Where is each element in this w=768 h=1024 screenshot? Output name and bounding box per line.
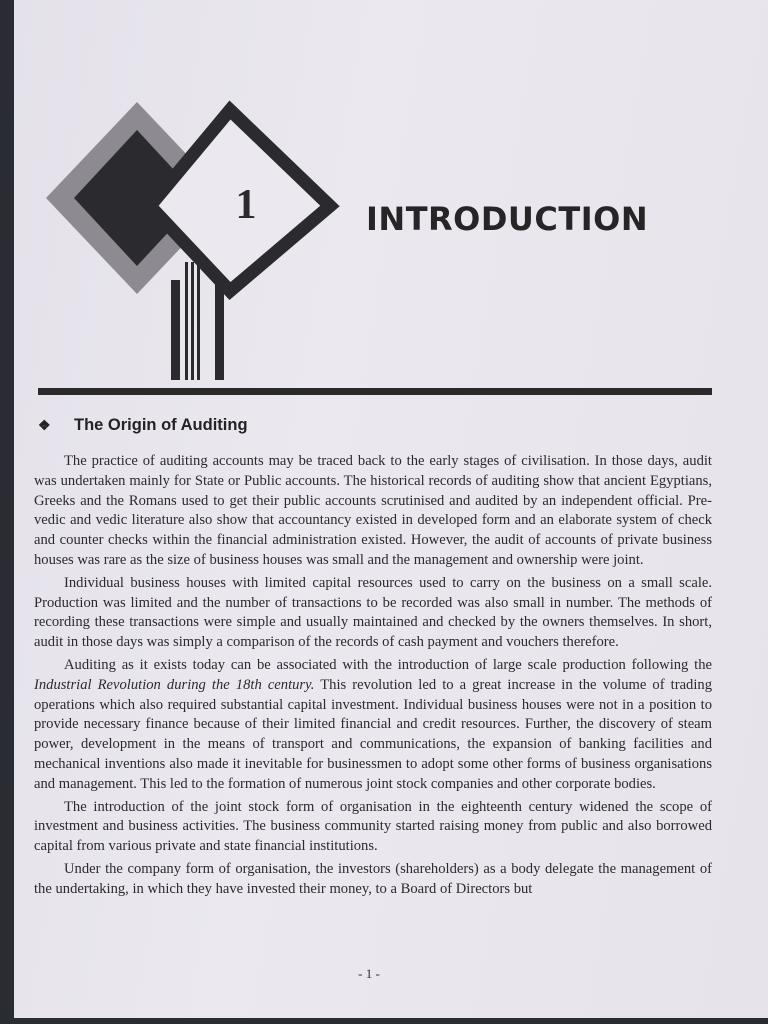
chapter-emblem bbox=[40, 100, 340, 385]
paragraph-3-italic: Industrial Revolution during the 18th century. bbox=[34, 676, 315, 693]
paragraph-2: Individual business houses with limited capital resources used to carry on the business on a small scale. Production was limited and the number of transactions to be recorded was also small in number. The methods of recording these transactions were simple and usually maintained and checked by the owners themselves. In short, audit in those days was simply a comparison of the records of cash payment and vouchers therefore. bbox=[34, 574, 712, 651]
chapter-number: 1 bbox=[235, 182, 257, 228]
paragraph-3-end: This revolution led to a great increase in the volume of trading operations which also required substantial capital investment. Individual business houses were not in a position to provide necessary finance because of their limited financial and credit resources. Further, the discovery of steam power, development in the means of transport and communications, the expansion of banking facilities and mechanical inventions also made it inevitable for businessmen to adopt some other forms of business organisations and management. This led to the formation of numerous joint stock companies and other corporate bodies. bbox=[34, 676, 712, 792]
paragraph-1: The practice of auditing accounts may be traced back to the early stages of civilisation. In those days, audit was undertaken mainly for State or Public accounts. The historical records of auditing show that ancient Egyptians, Greeks and the Romans used to get their public accounts scrutinised and audited by an independent official. Pre-vedic and vedic literature also show that accountancy existed in developed form and an elaborate system of check and counter checks within the financial administration existed. However, the audit of accounts of private business houses was rare as the size of business houses was small and the management and ownership were joint. bbox=[34, 453, 712, 568]
vertical-bar-1 bbox=[171, 280, 180, 380]
body-text bbox=[34, 452, 712, 903]
section-heading-text: The Origin of Auditing bbox=[74, 416, 248, 434]
bullet-icon: ❖ bbox=[38, 417, 51, 433]
paragraph-3-start: Auditing as it exists today can be associated with the introduction of large scale production following the bbox=[64, 656, 712, 673]
paragraph-5: Under the company form of organisation, the investors (shareholders) as a body delegate the management of the undertaking, in which they have invested their money, to a Board of Directors but bbox=[34, 860, 712, 897]
book-page bbox=[14, 0, 768, 1018]
vertical-bar-5 bbox=[215, 280, 224, 380]
paragraph-4: The introduction of the joint stock form of organisation in the eighteenth century widened the scope of investment and business activities. The business community started raising money from public and also borrowed capital from various private and state financial institutions. bbox=[34, 798, 712, 855]
chapter-title: INTRODUCTION bbox=[366, 200, 649, 238]
header-rule bbox=[38, 388, 712, 395]
page-number: - 1 - bbox=[358, 966, 380, 981]
section-heading bbox=[38, 416, 248, 435]
vertical-bar-3 bbox=[191, 262, 194, 380]
vertical-bar-4 bbox=[197, 262, 200, 380]
paragraph-3 bbox=[34, 656, 712, 795]
vertical-bar-2 bbox=[185, 262, 188, 380]
